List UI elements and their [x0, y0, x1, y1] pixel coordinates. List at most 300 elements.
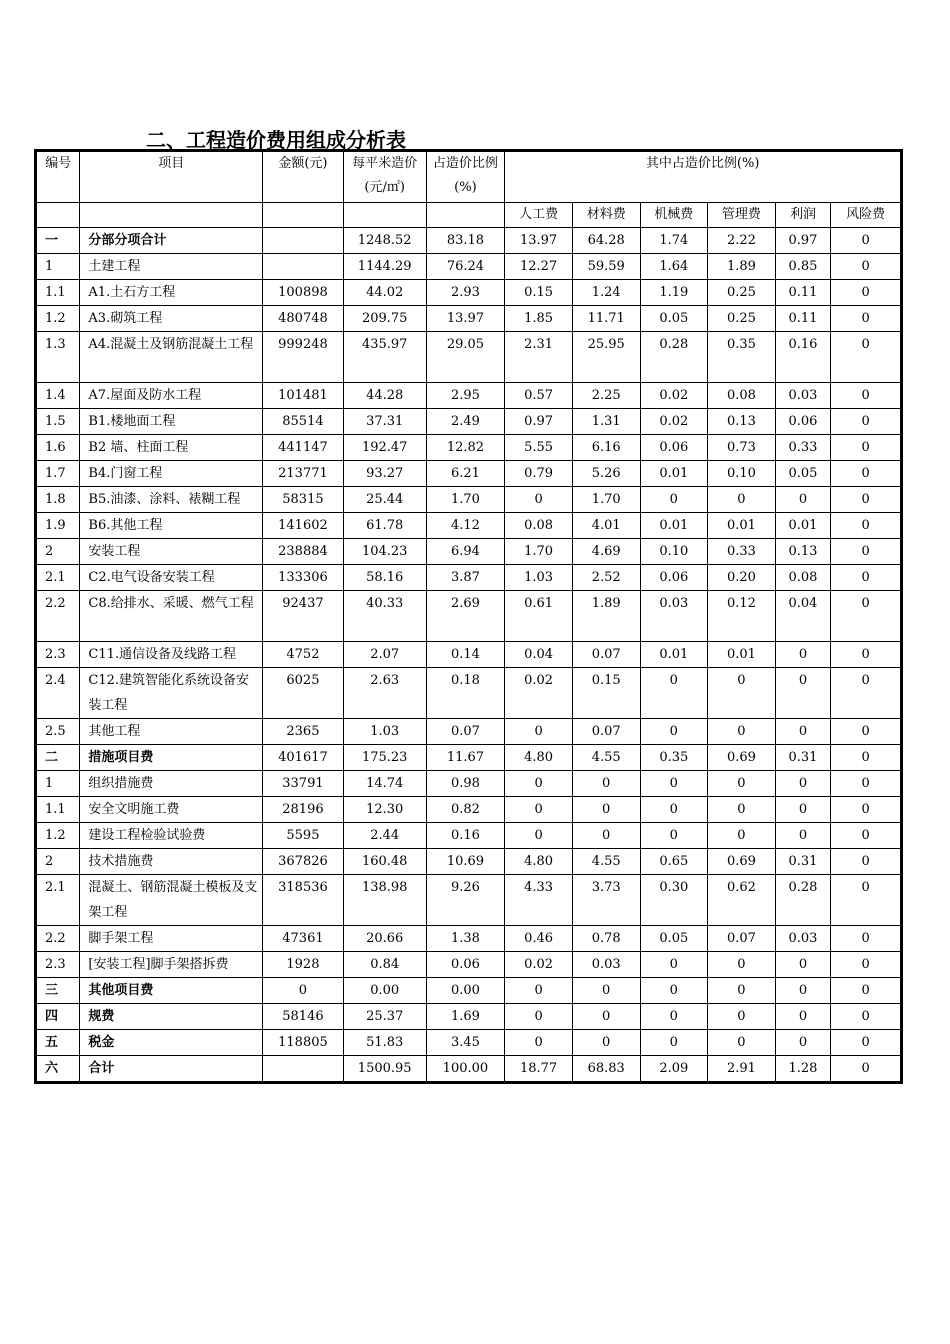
cell-ratio: 12.82	[426, 435, 505, 461]
cell-profit: 0	[775, 1004, 831, 1030]
cell-ratio: 1.70	[426, 487, 505, 513]
cell-ratio: 10.69	[426, 849, 505, 875]
cell-no: 2.3	[36, 952, 80, 978]
cell-mgmt: 0.25	[708, 280, 776, 306]
cell-risk: 0	[831, 668, 902, 719]
cell-machine: 0	[640, 823, 708, 849]
cell-ratio: 0.18	[426, 668, 505, 719]
cell-per: 93.27	[343, 461, 426, 487]
cost-analysis-table	[34, 149, 903, 1084]
cell-no: 2	[36, 539, 80, 565]
cell-labor: 0.46	[505, 926, 573, 952]
cell-per: 138.98	[343, 875, 426, 926]
cell-labor: 0.97	[505, 409, 573, 435]
cell-profit: 0.03	[775, 383, 831, 409]
cell-risk: 0	[831, 797, 902, 823]
table-row	[36, 926, 902, 952]
cell-risk: 0	[831, 539, 902, 565]
table-row	[36, 823, 902, 849]
cell-material: 0	[572, 1004, 640, 1030]
cell-labor: 4.80	[505, 745, 573, 771]
cell-mgmt: 0	[708, 1004, 776, 1030]
cell-profit: 1.28	[775, 1056, 831, 1083]
cell-ratio: 1.38	[426, 926, 505, 952]
cell-item: 组织措施费	[80, 771, 263, 797]
cell-no: 1.8	[36, 487, 80, 513]
cell-profit: 0.31	[775, 745, 831, 771]
cell-mgmt: 0.01	[708, 513, 776, 539]
cell-amount: 100898	[263, 280, 344, 306]
cell-amount: 367826	[263, 849, 344, 875]
cell-risk: 0	[831, 875, 902, 926]
header-row-1	[36, 151, 902, 203]
cell-per: 192.47	[343, 435, 426, 461]
cell-profit: 0	[775, 978, 831, 1004]
cell-labor: 0.15	[505, 280, 573, 306]
cell-profit: 0	[775, 823, 831, 849]
table-row	[36, 591, 902, 642]
cell-no: 一	[36, 228, 80, 254]
cell-ratio: 2.49	[426, 409, 505, 435]
cell-mgmt: 0	[708, 978, 776, 1004]
cell-per: 14.74	[343, 771, 426, 797]
cell-profit: 0	[775, 719, 831, 745]
cell-material: 0	[572, 797, 640, 823]
cell-amount: 33791	[263, 771, 344, 797]
cell-mgmt: 0.10	[708, 461, 776, 487]
cell-material: 1.89	[572, 591, 640, 642]
cell-mgmt: 0	[708, 487, 776, 513]
cell-labor: 0	[505, 1004, 573, 1030]
cell-profit: 0.31	[775, 849, 831, 875]
cell-profit: 0	[775, 1030, 831, 1056]
cell-per: 435.97	[343, 332, 426, 383]
cell-item: A3.砌筑工程	[80, 306, 263, 332]
cell-machine: 0.02	[640, 409, 708, 435]
cell-risk: 0	[831, 513, 902, 539]
cell-risk: 0	[831, 332, 902, 383]
cell-mgmt: 0.07	[708, 926, 776, 952]
cell-amount: 47361	[263, 926, 344, 952]
cell-labor: 0.79	[505, 461, 573, 487]
cell-mgmt: 0.69	[708, 745, 776, 771]
cell-item: B6.其他工程	[80, 513, 263, 539]
cell-amount: 101481	[263, 383, 344, 409]
cell-mgmt: 0.01	[708, 642, 776, 668]
cell-ratio: 13.97	[426, 306, 505, 332]
cell-amount	[263, 228, 344, 254]
cell-labor: 2.31	[505, 332, 573, 383]
cell-item: 其他工程	[80, 719, 263, 745]
cell-amount: 441147	[263, 435, 344, 461]
table-row	[36, 539, 902, 565]
cell-per: 1144.29	[343, 254, 426, 280]
cell-no: 2	[36, 849, 80, 875]
cell-risk: 0	[831, 1030, 902, 1056]
cell-mgmt: 0	[708, 952, 776, 978]
cell-ratio: 3.87	[426, 565, 505, 591]
header-labor: 人工费	[505, 203, 573, 228]
cell-item: 技术措施费	[80, 849, 263, 875]
cell-material: 64.28	[572, 228, 640, 254]
cell-no: 三	[36, 978, 80, 1004]
table-row	[36, 1030, 902, 1056]
cell-labor: 18.77	[505, 1056, 573, 1083]
cell-per: 40.33	[343, 591, 426, 642]
cell-material: 1.70	[572, 487, 640, 513]
cell-item: A1.土石方工程	[80, 280, 263, 306]
cell-mgmt: 0.20	[708, 565, 776, 591]
cell-risk: 0	[831, 926, 902, 952]
cell-machine: 0.01	[640, 461, 708, 487]
cell-risk: 0	[831, 849, 902, 875]
cell-amount: 0	[263, 978, 344, 1004]
cell-risk: 0	[831, 228, 902, 254]
table-body	[34, 149, 903, 1084]
cell-item: 安装工程	[80, 539, 263, 565]
cell-no: 1.7	[36, 461, 80, 487]
cell-ratio: 6.21	[426, 461, 505, 487]
header-row-2	[36, 203, 902, 228]
cell-profit: 0.97	[775, 228, 831, 254]
cell-material: 0	[572, 771, 640, 797]
cell-per: 12.30	[343, 797, 426, 823]
cell-labor: 0	[505, 719, 573, 745]
cell-machine: 0	[640, 719, 708, 745]
cell-item: B5.油漆、涂料、裱糊工程	[80, 487, 263, 513]
cell-profit: 0.05	[775, 461, 831, 487]
cell-per: 0.00	[343, 978, 426, 1004]
cell-risk: 0	[831, 771, 902, 797]
cell-ratio: 0.14	[426, 642, 505, 668]
cell-mgmt: 0	[708, 1030, 776, 1056]
cell-no: 1	[36, 254, 80, 280]
cell-no: 2.2	[36, 926, 80, 952]
cell-item: 分部分项合计	[80, 228, 263, 254]
table-row	[36, 565, 902, 591]
cell-mgmt: 0	[708, 719, 776, 745]
cell-item: B4.门窗工程	[80, 461, 263, 487]
cell-mgmt: 0	[708, 797, 776, 823]
cell-risk: 0	[831, 383, 902, 409]
cell-labor: 0	[505, 487, 573, 513]
cell-ratio: 11.67	[426, 745, 505, 771]
cell-profit: 0.85	[775, 254, 831, 280]
cell-no: 1	[36, 771, 80, 797]
header-machine: 机械费	[640, 203, 708, 228]
table-row	[36, 875, 902, 926]
cell-per: 160.48	[343, 849, 426, 875]
table-row	[36, 280, 902, 306]
cell-machine: 0.03	[640, 591, 708, 642]
cell-material: 2.25	[572, 383, 640, 409]
cell-labor: 0.04	[505, 642, 573, 668]
table-row	[36, 849, 902, 875]
cell-risk: 0	[831, 565, 902, 591]
cell-risk: 0	[831, 823, 902, 849]
cell-machine: 0.05	[640, 926, 708, 952]
cell-per: 20.66	[343, 926, 426, 952]
cell-no: 1.1	[36, 280, 80, 306]
cell-no: 2.1	[36, 875, 80, 926]
cell-per: 51.83	[343, 1030, 426, 1056]
cell-amount: 480748	[263, 306, 344, 332]
table-row	[36, 513, 902, 539]
cell-per: 58.16	[343, 565, 426, 591]
cell-labor: 0	[505, 823, 573, 849]
cell-ratio: 0.06	[426, 952, 505, 978]
cell-item: B1.楼地面工程	[80, 409, 263, 435]
cell-machine: 0.30	[640, 875, 708, 926]
cell-profit: 0.04	[775, 591, 831, 642]
cell-no: 2.3	[36, 642, 80, 668]
cell-mgmt: 0.12	[708, 591, 776, 642]
cell-mgmt: 0.35	[708, 332, 776, 383]
cell-mgmt: 0.62	[708, 875, 776, 926]
header-ratio: 占造价比例(%)	[426, 151, 505, 203]
cell-per: 1.03	[343, 719, 426, 745]
cell-item: 土建工程	[80, 254, 263, 280]
cell-mgmt: 0	[708, 823, 776, 849]
cell-risk: 0	[831, 591, 902, 642]
cell-risk: 0	[831, 461, 902, 487]
header-no: 编号	[36, 151, 80, 203]
table-row	[36, 771, 902, 797]
cell-per: 2.07	[343, 642, 426, 668]
cell-labor: 0	[505, 1030, 573, 1056]
cell-risk: 0	[831, 409, 902, 435]
table-row	[36, 642, 902, 668]
cell-no: 二	[36, 745, 80, 771]
cell-material: 0.07	[572, 719, 640, 745]
cell-machine: 1.64	[640, 254, 708, 280]
cell-machine: 0.05	[640, 306, 708, 332]
cell-ratio: 0.82	[426, 797, 505, 823]
cell-item: [安装工程]脚手架搭拆费	[80, 952, 263, 978]
cell-labor: 0.57	[505, 383, 573, 409]
cell-no: 2.2	[36, 591, 80, 642]
cell-ratio: 2.93	[426, 280, 505, 306]
table-row	[36, 1056, 902, 1083]
cell-machine: 0.06	[640, 565, 708, 591]
cell-labor: 12.27	[505, 254, 573, 280]
cell-mgmt: 1.89	[708, 254, 776, 280]
cell-per: 0.84	[343, 952, 426, 978]
cell-material: 25.95	[572, 332, 640, 383]
table-row	[36, 254, 902, 280]
cell-no: 1.9	[36, 513, 80, 539]
cell-material: 59.59	[572, 254, 640, 280]
cell-amount	[263, 1056, 344, 1083]
cell-item: C2.电气设备安装工程	[80, 565, 263, 591]
cell-item: A4.混凝土及钢筋混凝土工程	[80, 332, 263, 383]
cell-ratio: 6.94	[426, 539, 505, 565]
cell-machine: 0	[640, 978, 708, 1004]
cell-machine: 2.09	[640, 1056, 708, 1083]
cell-amount: 58146	[263, 1004, 344, 1030]
cell-mgmt: 0.13	[708, 409, 776, 435]
cell-material: 0.78	[572, 926, 640, 952]
cell-ratio: 9.26	[426, 875, 505, 926]
cell-risk: 0	[831, 487, 902, 513]
cell-mgmt: 0	[708, 771, 776, 797]
header-material: 材料费	[572, 203, 640, 228]
cell-risk: 0	[831, 978, 902, 1004]
table-row	[36, 461, 902, 487]
cell-no: 2.4	[36, 668, 80, 719]
cell-risk: 0	[831, 280, 902, 306]
cell-material: 5.26	[572, 461, 640, 487]
cell-mgmt: 0	[708, 668, 776, 719]
cell-profit: 0	[775, 952, 831, 978]
cell-amount: 1928	[263, 952, 344, 978]
header-management: 管理费	[708, 203, 776, 228]
cell-per: 61.78	[343, 513, 426, 539]
cell-labor: 0.02	[505, 952, 573, 978]
cell-profit: 0	[775, 487, 831, 513]
cell-item: 其他项目费	[80, 978, 263, 1004]
cell-no: 1.2	[36, 306, 80, 332]
cell-item: C12.建筑智能化系统设备安装工程	[80, 668, 263, 719]
cell-amount: 118805	[263, 1030, 344, 1056]
cell-no: 1.4	[36, 383, 80, 409]
cell-labor: 1.85	[505, 306, 573, 332]
cell-material: 0.15	[572, 668, 640, 719]
cell-item: 合计	[80, 1056, 263, 1083]
cell-amount: 85514	[263, 409, 344, 435]
cell-labor: 0.08	[505, 513, 573, 539]
cell-ratio: 76.24	[426, 254, 505, 280]
cell-item: C8.给排水、采暖、燃气工程	[80, 591, 263, 642]
cell-amount: 141602	[263, 513, 344, 539]
header-risk: 风险费	[831, 203, 902, 228]
cell-ratio: 0.07	[426, 719, 505, 745]
cell-no: 四	[36, 1004, 80, 1030]
cell-no: 2.1	[36, 565, 80, 591]
cell-amount: 6025	[263, 668, 344, 719]
cell-material: 0.07	[572, 642, 640, 668]
cell-item: 混凝土、钢筋混凝土模板及支架工程	[80, 875, 263, 926]
table-row	[36, 332, 902, 383]
cell-item: 脚手架工程	[80, 926, 263, 952]
cell-ratio: 4.12	[426, 513, 505, 539]
cell-labor: 0	[505, 771, 573, 797]
cell-profit: 0	[775, 771, 831, 797]
cell-no: 五	[36, 1030, 80, 1056]
table-row	[36, 797, 902, 823]
cell-material: 11.71	[572, 306, 640, 332]
cell-ratio: 0.00	[426, 978, 505, 1004]
cell-machine: 0.35	[640, 745, 708, 771]
cell-per: 209.75	[343, 306, 426, 332]
cell-material: 4.69	[572, 539, 640, 565]
cell-per: 25.44	[343, 487, 426, 513]
cell-risk: 0	[831, 719, 902, 745]
cell-profit: 0.11	[775, 280, 831, 306]
cell-no: 2.5	[36, 719, 80, 745]
cell-labor: 4.33	[505, 875, 573, 926]
page-title: 二、工程造价费用组成分析表	[146, 128, 406, 152]
cell-profit: 0	[775, 797, 831, 823]
cell-item: 措施项目费	[80, 745, 263, 771]
cell-per: 2.63	[343, 668, 426, 719]
cell-profit: 0.11	[775, 306, 831, 332]
cell-machine: 0	[640, 1004, 708, 1030]
cell-profit: 0.08	[775, 565, 831, 591]
cell-no: 1.2	[36, 823, 80, 849]
cell-machine: 0	[640, 668, 708, 719]
cell-item: 安全文明施工费	[80, 797, 263, 823]
cell-per: 175.23	[343, 745, 426, 771]
cell-machine: 1.74	[640, 228, 708, 254]
cell-amount: 28196	[263, 797, 344, 823]
cell-ratio: 83.18	[426, 228, 505, 254]
cell-item: 税金	[80, 1030, 263, 1056]
cell-no: 1.1	[36, 797, 80, 823]
cell-labor: 5.55	[505, 435, 573, 461]
cell-amount: 5595	[263, 823, 344, 849]
cell-profit: 0	[775, 668, 831, 719]
cell-material: 68.83	[572, 1056, 640, 1083]
table-row	[36, 952, 902, 978]
cell-profit: 0.03	[775, 926, 831, 952]
cell-per: 44.02	[343, 280, 426, 306]
cell-machine: 0.28	[640, 332, 708, 383]
cell-machine: 0.01	[640, 642, 708, 668]
cell-mgmt: 0.73	[708, 435, 776, 461]
cell-profit: 0.01	[775, 513, 831, 539]
cell-item: C11.通信设备及线路工程	[80, 642, 263, 668]
cell-mgmt: 2.22	[708, 228, 776, 254]
cell-profit: 0.33	[775, 435, 831, 461]
cell-ratio: 100.00	[426, 1056, 505, 1083]
cell-per: 37.31	[343, 409, 426, 435]
cell-amount: 92437	[263, 591, 344, 642]
cell-risk: 0	[831, 642, 902, 668]
cell-ratio: 0.98	[426, 771, 505, 797]
cell-profit: 0.28	[775, 875, 831, 926]
cell-no: 1.3	[36, 332, 80, 383]
cell-per: 1500.95	[343, 1056, 426, 1083]
cell-risk: 0	[831, 435, 902, 461]
header-profit: 利润	[775, 203, 831, 228]
header-sub-ratio: 其中占造价比例(%)	[505, 151, 902, 203]
header-per-sqm: 每平米造价(元/㎡)	[343, 151, 426, 203]
table-row	[36, 409, 902, 435]
table-row	[36, 306, 902, 332]
cell-mgmt: 0.33	[708, 539, 776, 565]
cell-ratio: 2.95	[426, 383, 505, 409]
table-row	[36, 978, 902, 1004]
cell-per: 1248.52	[343, 228, 426, 254]
cell-labor: 0	[505, 797, 573, 823]
cell-amount	[263, 254, 344, 280]
cell-amount: 999248	[263, 332, 344, 383]
cell-no: 六	[36, 1056, 80, 1083]
cell-per: 2.44	[343, 823, 426, 849]
table-row	[36, 1004, 902, 1030]
cell-machine: 0	[640, 771, 708, 797]
cell-material: 0	[572, 978, 640, 1004]
header-item: 项目	[80, 151, 263, 203]
table-row	[36, 668, 902, 719]
cell-item: A7.屋面及防水工程	[80, 383, 263, 409]
cell-material: 6.16	[572, 435, 640, 461]
cell-labor: 1.70	[505, 539, 573, 565]
cell-risk: 0	[831, 1056, 902, 1083]
cell-amount: 213771	[263, 461, 344, 487]
cell-machine: 0	[640, 1030, 708, 1056]
